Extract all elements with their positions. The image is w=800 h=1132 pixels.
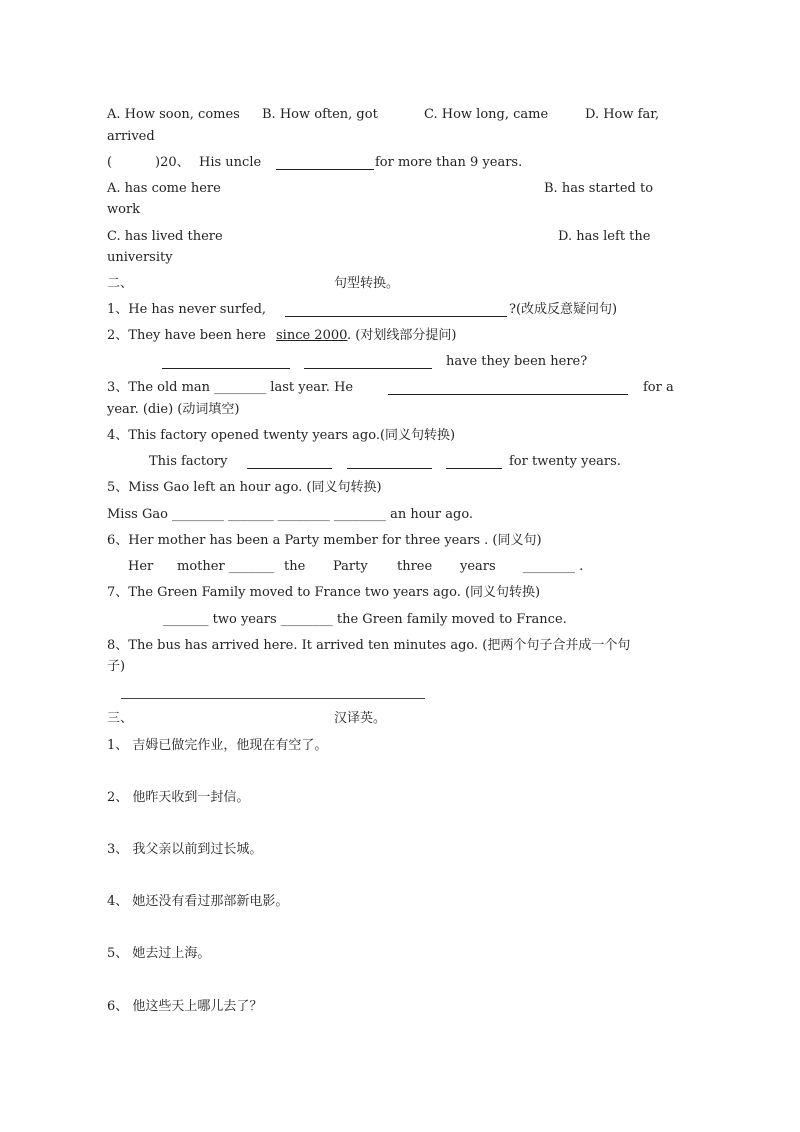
s2-item3-post: for a xyxy=(643,380,674,395)
q19-option-c: C. How long, came xyxy=(424,107,549,122)
q20-stem-pre: His uncle xyxy=(199,155,262,170)
s2-item6-word: years xyxy=(460,559,496,574)
s2-item8-cont: 子) xyxy=(107,659,126,674)
s3-item: 5、 她去过上海。 xyxy=(107,946,211,961)
s2-item2-underlined: since 2000 xyxy=(276,328,348,343)
s2-item7-text: 7、The Green Family moved to France two years ago. (同义句转换) xyxy=(107,585,541,600)
s2-item8-answer-line xyxy=(121,686,425,699)
s2-item6-word: the xyxy=(284,559,306,574)
s2-item4-blank1 xyxy=(247,456,332,469)
section2-title: 句型转换。 xyxy=(334,276,400,291)
q20-blank xyxy=(276,157,374,170)
s2-item6-word: Her xyxy=(128,559,154,574)
s2-item3-pre: 3、The old man ________ last year. He xyxy=(107,380,354,395)
s2-item8-text: 8、The bus has arrived here. It arrived ten minutes ago. (把两个句子合并成一个句 xyxy=(107,638,631,653)
s2-item1-pre: 1、He has never surfed, xyxy=(107,302,267,317)
s2-item1-blank xyxy=(285,304,507,317)
s2-item7-answer: _______ two years ________ the Green family moved to France. xyxy=(163,612,567,627)
s3-item: 1、 吉姆已做完作业，他现在有空了。 xyxy=(107,738,328,753)
s3-item: 4、 她还没有看过那部新电影。 xyxy=(107,894,289,909)
s2-item3-blank xyxy=(388,382,628,395)
q19-option-a: A. How soon, comes xyxy=(107,107,240,122)
s2-item6-word: Party xyxy=(333,559,368,574)
q20-option-a: A. has come here xyxy=(107,181,221,196)
q20-option-d: D. has left the xyxy=(558,229,651,244)
s2-item2-blank1 xyxy=(162,356,290,369)
section3-number: 三、 xyxy=(107,711,134,726)
s2-item5-text: 5、Miss Gao left an hour ago. (同义句转换) xyxy=(107,480,382,495)
s2-item4-blank2 xyxy=(347,456,432,469)
s2-item1-post: ?(改成反意疑问句) xyxy=(509,302,618,317)
s3-item: 6、 他这些天上哪儿去了？ xyxy=(107,999,263,1014)
q20-number: )20、 xyxy=(155,155,190,170)
q20-option-c: C. has lived there xyxy=(107,229,223,244)
s2-item6-word: mother _______ xyxy=(177,559,275,574)
s2-item6-text: 6、Her mother has been a Party member for three years . (同义句) xyxy=(107,533,542,548)
q20-option-b-cont: work xyxy=(107,202,141,217)
q19-option-d-cont: arrived xyxy=(107,129,155,144)
s3-item: 3、 我父亲以前到过长城。 xyxy=(107,842,263,857)
q19-option-d: D. How far, xyxy=(585,107,660,122)
q20-option-d-cont: university xyxy=(107,250,173,265)
s2-item2-blank2 xyxy=(304,356,432,369)
section2-number: 二、 xyxy=(107,276,134,291)
s3-item: 2、 他昨天收到一封信。 xyxy=(107,790,250,805)
s2-item2-pre: 2、They have been here xyxy=(107,328,266,343)
s2-item4-text: 4、This factory opened twenty years ago.(同义句转换) xyxy=(107,428,456,443)
s2-item5-answer: Miss Gao ________ _______ ________ ________ an hour ago. xyxy=(107,507,474,522)
s2-item2-answer-tail: have they been here? xyxy=(446,354,588,369)
s2-item6-word: three xyxy=(397,559,433,574)
q20-stem-post: for more than 9 years. xyxy=(375,155,523,170)
s2-item3-cont: year. (die) (动词填空) xyxy=(107,402,240,417)
s2-item2-post: . (对划线部分提问) xyxy=(347,328,457,343)
s2-item4-blank3 xyxy=(446,456,502,469)
s2-item6-word: ________ . xyxy=(523,559,584,574)
s2-item4-answer-pre: This factory xyxy=(149,454,228,469)
section3-title: 汉译英。 xyxy=(334,711,387,726)
s2-item4-answer-post: for twenty years. xyxy=(509,454,621,469)
q20-paren-open: ( xyxy=(107,155,113,170)
q19-option-b: B. How often, got xyxy=(262,107,378,122)
q20-option-b: B. has started to xyxy=(544,181,654,196)
